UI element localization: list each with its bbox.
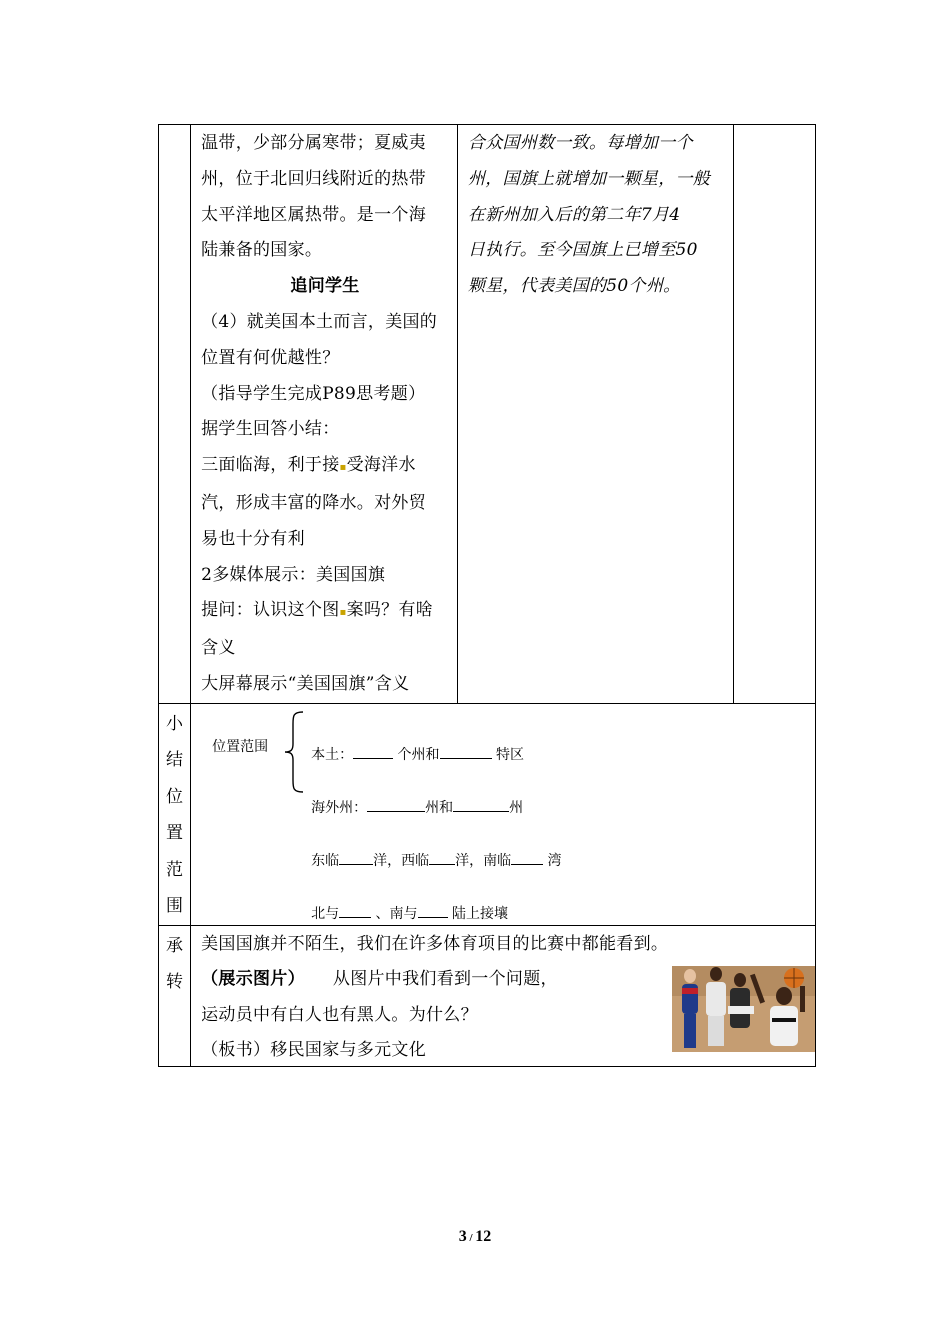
- text-line: 陆兼备的国家。: [201, 240, 323, 261]
- text-line: 合众国州数一致。每增加一个: [467, 133, 693, 153]
- blank-field: [353, 745, 393, 759]
- text-line: 温带，少部分属寒带；夏威夷: [201, 133, 426, 153]
- step-char: 转: [166, 972, 184, 993]
- step-char: 围: [166, 896, 184, 917]
- blank-text: 陆上接壤: [452, 905, 508, 922]
- table-row: [159, 703, 816, 925]
- media-line: 2多媒体展示：美国国旗: [201, 564, 386, 585]
- ask-line: 含义: [201, 638, 236, 659]
- text-line: 美国国旗并不陌生，我们在许多体育项目的比赛中都能看到。: [201, 933, 669, 954]
- blank-field: [453, 798, 509, 812]
- blank-text: 海外州：: [311, 799, 368, 816]
- blank-text: 洋，南临: [455, 852, 512, 869]
- blank-field: [511, 851, 543, 865]
- text-line: 州，位于北回归线附近的热带: [201, 168, 426, 189]
- blank-line: [311, 745, 561, 764]
- blank-line: [311, 904, 561, 923]
- answer-line: 易也十分有利: [201, 528, 305, 549]
- blank-field: [440, 745, 492, 759]
- blank-line: [311, 798, 561, 817]
- current-page: 3: [458, 1228, 467, 1245]
- ask-line: [201, 593, 449, 631]
- edit-mark-icon: ▪: [339, 607, 347, 619]
- blank-line: [311, 851, 561, 870]
- summary-intro: 据学生回答小结：: [201, 419, 340, 440]
- answer-line: [201, 448, 449, 486]
- step-cell: [159, 925, 191, 1066]
- answer-part: 受海洋水: [346, 455, 416, 476]
- blank-text: 北与: [311, 905, 340, 922]
- blank-text: 特区: [496, 746, 524, 763]
- blank-text: 州: [509, 799, 524, 816]
- page-separator: /: [466, 1232, 476, 1244]
- text-line: 太平洋地区属热带。是一个海: [201, 204, 426, 225]
- step-char: 范: [166, 859, 184, 880]
- step-char: 置: [166, 823, 184, 844]
- total-pages: 12: [475, 1228, 492, 1245]
- page-number: [0, 1228, 950, 1246]
- text-line: 在新州加入后的第二年7月4: [467, 204, 681, 225]
- transition-cell: [191, 925, 816, 1066]
- blank-text: 洋，西临: [373, 852, 430, 869]
- step-char: 小: [166, 713, 184, 734]
- section-heading: 追问学生: [290, 276, 360, 297]
- blank-text: 、南与: [375, 905, 418, 922]
- text-line: 日执行。至今国旗上已增至50: [467, 240, 698, 261]
- blank-field: [367, 798, 425, 812]
- table-row: [159, 125, 816, 704]
- summary-cell: [191, 703, 816, 925]
- text-line: 运动员中有白人也有黑人。为什么？: [201, 1004, 478, 1025]
- answer-line: 汽，形成丰富的降水。对外贸: [201, 492, 426, 513]
- text-part: 从图片中我们看到一个问题，: [332, 969, 558, 990]
- show-picture-label: （展示图片）: [201, 969, 305, 990]
- table-row: [159, 925, 816, 1066]
- edit-mark-icon: ▪: [339, 462, 347, 474]
- question-line: （4）就美国本土而言，美国的: [201, 311, 438, 332]
- fill-in-blanks: [311, 711, 561, 957]
- blank-field: [339, 904, 371, 918]
- ask-part: 提问：认识这个图: [201, 600, 340, 621]
- text-line: （板书）移民国家与多元文化: [201, 1040, 426, 1061]
- curly-brace-icon: [283, 710, 309, 794]
- step-char: 承: [166, 935, 184, 956]
- student-activity-cell: [457, 125, 733, 704]
- blank-text: 湾: [547, 852, 562, 869]
- step-char: 结: [166, 750, 184, 771]
- text-line: 颗星，代表美国的50个州。: [467, 276, 681, 297]
- screen-line: 大屏幕展示“美国国旗”含义: [201, 673, 410, 694]
- text-line: 州，国旗上就增加一颗星，一般: [467, 168, 711, 189]
- blank-field: [339, 851, 373, 865]
- step-cell: [159, 703, 191, 925]
- question-line: 位置有何优越性？: [201, 347, 340, 368]
- blank-text: 个州和: [397, 746, 440, 763]
- teacher-activity-cell: [191, 125, 458, 704]
- lesson-table: [158, 124, 816, 1067]
- notes-cell: [733, 125, 815, 704]
- ask-part: 案吗？有啥: [346, 600, 434, 621]
- answer-part: 三面临海，利于接: [201, 455, 340, 476]
- blank-field: [418, 904, 448, 918]
- guide-line: （指导学生完成P89思考题）: [201, 383, 426, 404]
- blank-text: 东临: [311, 852, 340, 869]
- blank-text: 州和: [425, 799, 454, 816]
- step-char: 位: [166, 786, 184, 807]
- basketball-photo: [672, 966, 815, 1052]
- summary-label: 位置范围: [212, 738, 269, 755]
- blank-text: 本土：: [311, 746, 354, 763]
- step-cell: [159, 125, 191, 704]
- blank-field: [429, 851, 455, 865]
